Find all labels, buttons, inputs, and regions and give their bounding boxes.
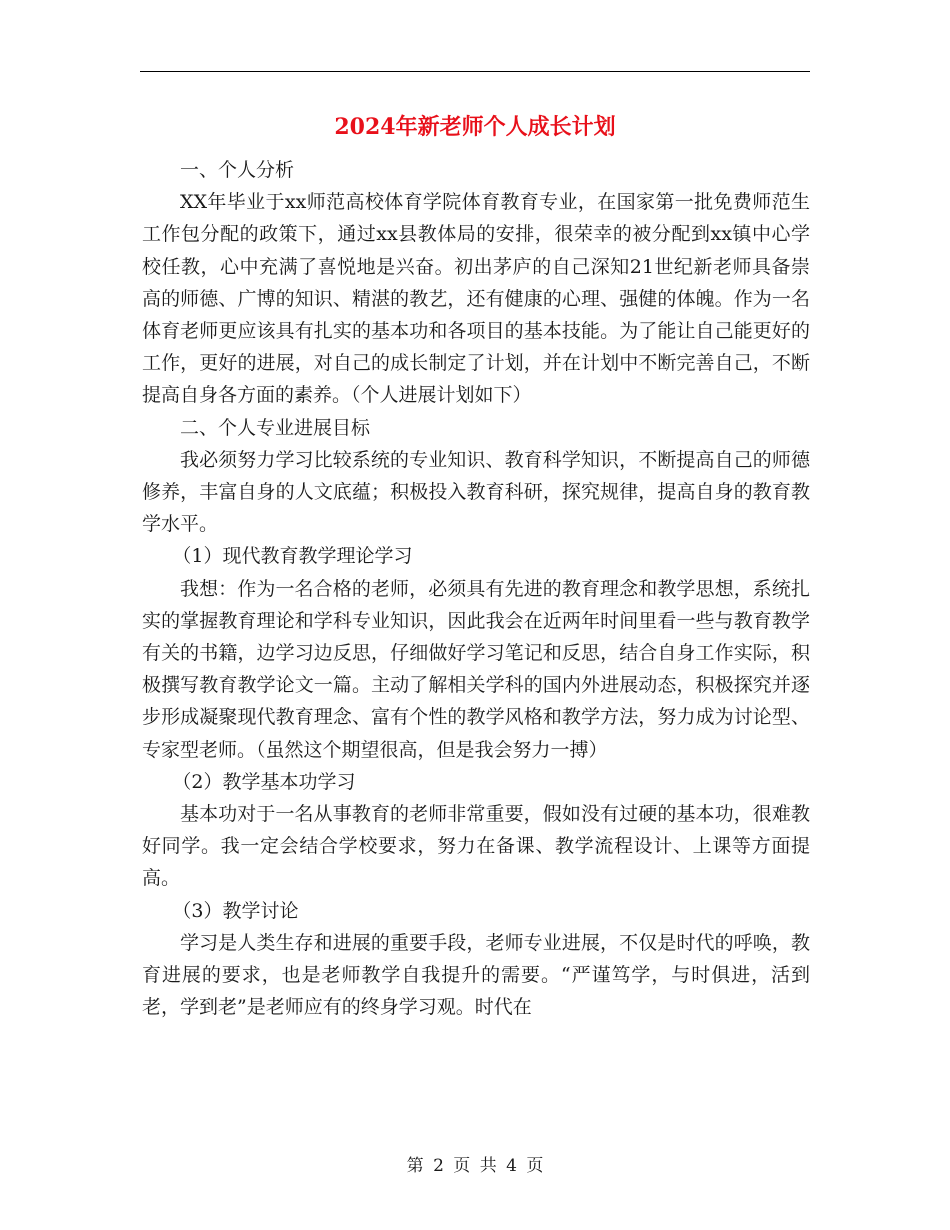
paragraph-teaching-discussion: 学习是人类生存和进展的重要手段，老师专业进展，不仅是时代的呼唤，教育进展的要求，也是老师教学自我提升的需要。“严谨笃学，与时俱进，活到老，学到老”是老师应有的终身学习观。时代在 bbox=[142, 931, 810, 1019]
document-body bbox=[142, 154, 810, 1023]
paragraph-personal-analysis: XX年毕业于xx师范高校体育学院体育教育专业，在国家第一批免费师范生工作包分配的政策下，通过xx县教体局的安排，很荣幸的被分配到xx镇中心学校任教，心中充满了喜悦地是兴奋。初出茅庐的自己深知21世纪新老师具备崇高的师德、广博的知识、精湛的教艺，还有健康的心理、强健的体魄。作为一名体育老师更应该具有扎实的基本功和各项目的基本技能。为了能让自己能更好的工作，更好的进展，对自己的成长制定了计划，并在计划中不断完善自己，不断提高自身各方面的素养。（个人进展计划如下） bbox=[142, 191, 810, 407]
subheading-theory-study: （1）现代教育教学理论学习 bbox=[172, 545, 413, 568]
section-heading-personal-analysis: 一、个人分析 bbox=[180, 159, 295, 181]
header-rule bbox=[140, 71, 810, 72]
paragraph-basic-skills: 基本功对于一名从事教育的老师非常重要，假如没有过硬的基本功，很难教好同学。我一定会结合学校要求，努力在备课、教学流程设计、上课等方面提高。 bbox=[142, 803, 810, 890]
page-number-footer: 第 2 页 共 4 页 bbox=[406, 1156, 544, 1176]
subheading-teaching-discussion: （3）教学讨论 bbox=[172, 899, 299, 922]
subheading-basic-skills: （2）教学基本功学习 bbox=[172, 770, 356, 793]
paragraph-theory-study: 我想：作为一名合格的老师，必须具有先进的教育理念和教学思想，系统扎实的掌握教育理论和学科专业知识，因此我会在近两年时间里看一些与教育教学有关的书籍，边学习边反思，仔细做好学习笔记和反思，结合自身工作实际，积极撰写教育教学论文一篇。主动了解相关学科的国内外进展动态，积极探究并逐步形成凝聚现代教育理念、富有个性的教学风格和教学方法，努力成为讨论型、专家型老师。（虽然这个期望很高，但是我会努力一搏） bbox=[142, 577, 810, 761]
paragraph-professional-goals: 我必须努力学习比较系统的专业知识、教育科学知识，不断提高自己的师德修养，丰富自身的人文底蕴；积极投入教育科研，探究规律，提高自身的教育教学水平。 bbox=[142, 448, 810, 536]
section-heading-professional-goals: 二、个人专业进展目标 bbox=[180, 416, 371, 439]
document-title: 2024年新老师个人成长计划 bbox=[334, 114, 616, 140]
